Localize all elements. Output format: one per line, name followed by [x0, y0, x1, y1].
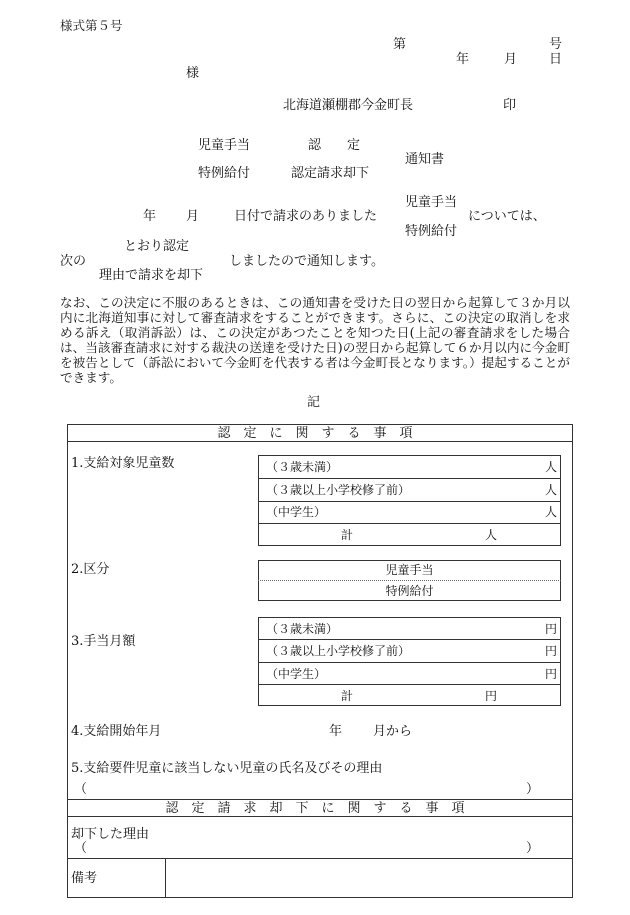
start-month: 月から [373, 724, 413, 739]
divider [165, 858, 166, 898]
body-year: 年 [143, 209, 157, 224]
form-number: 様式第５号 [60, 18, 123, 33]
section-header-approval: 認 定 に 関 す る 事 項 [217, 426, 413, 441]
title-approval: 認 定 [308, 138, 361, 153]
count-row-unit: 人 [545, 483, 558, 497]
item5-paren-close: ） [526, 782, 540, 797]
option-rejected: 理由で請求を却下 [99, 268, 204, 283]
rejection-reason-label: 却下した理由 [71, 827, 150, 842]
body-child-allowance: 児童手当 [405, 195, 458, 210]
count-row-label: （３歳以上小学校修了前） [266, 483, 411, 497]
divider [67, 858, 573, 859]
item3-label: 3.手当月額 [71, 634, 136, 649]
count-row-unit: 人 [545, 460, 558, 474]
date-year: 年 [456, 52, 470, 67]
divider [258, 662, 561, 663]
amount-row-unit: 円 [545, 622, 558, 636]
body-special-benefit: 特例給付 [405, 224, 458, 239]
category-special-benefit: 特例給付 [385, 584, 434, 598]
amount-row-label: （中学生） [266, 667, 327, 681]
amount-row-label: （３歳未満） [266, 622, 339, 636]
remarks-label: 備考 [71, 871, 98, 886]
body-about: については、 [468, 209, 546, 224]
body-next: 次の [60, 254, 87, 269]
option-approved: とおり認定 [124, 239, 190, 254]
title-child-allowance: 児童手当 [198, 138, 251, 153]
divider [258, 523, 561, 524]
rejection-paren-open: （ [74, 841, 88, 856]
amount-total-label: 計 [341, 689, 354, 703]
title-notice: 通知書 [405, 152, 445, 167]
title-special-benefit: 特例給付 [198, 166, 251, 181]
appeal-paragraph: なお、この決定に不服のあるときは、この通知書を受けた日の翌日から起算して３か月以内に北海道知事に対して審査請求をすることができます。さらに、この決定の取消しを求める訴え（取消訴訟）は、この決定があつたことを知つた日(上記の審査請求をした場合は、当該審査請求に対する裁決の送達を受けた日)の翌日から起算して６か月以内に今金町を被告として（訴訟において今金町を代表する者は今金町長となります。）提起することができます。 [60, 295, 570, 385]
amount-row-unit: 円 [545, 644, 558, 658]
body-date-suffix: 日付で請求のありました [234, 209, 378, 224]
count-row-label: （中学生） [266, 505, 327, 519]
divider [67, 816, 573, 817]
rejection-paren-close: ） [526, 841, 540, 856]
amount-row-unit: 円 [545, 667, 558, 681]
title-rejection: 認定請求却下 [291, 166, 370, 181]
divider [67, 441, 573, 442]
divider [67, 799, 573, 800]
divider [258, 478, 561, 479]
date-day: 日 [549, 52, 563, 67]
body-month: 月 [186, 209, 200, 224]
count-row-label: （３歳未満） [266, 460, 339, 474]
item5-paren-open: （ [74, 782, 88, 797]
amount-row-label: （３歳以上小学校修了前） [266, 644, 411, 658]
seal-mark: 印 [503, 98, 517, 113]
issuer-name: 北海道瀬棚郡今金町長 [283, 98, 414, 113]
date-month: 月 [504, 52, 518, 67]
count-total-unit: 人 [485, 528, 498, 542]
item1-label: 1.支給対象児童数 [71, 456, 175, 471]
item2-label: 2.区分 [71, 562, 110, 577]
recipient-honorific: 様 [186, 66, 200, 81]
amount-total-unit: 円 [485, 689, 498, 703]
divider [258, 639, 561, 640]
count-row-unit: 人 [545, 505, 558, 519]
category-child-allowance: 児童手当 [385, 563, 434, 577]
ki-mark: 記 [307, 395, 321, 410]
doc-number-suffix: 号 [549, 37, 563, 52]
start-year: 年 [329, 724, 343, 739]
divider [258, 684, 561, 685]
item4-label: 4.支給開始年月 [71, 724, 162, 739]
section-header-rejection: 認 定 請 求 却 下 に 関 す る 事 項 [165, 801, 465, 816]
count-total-label: 計 [341, 528, 354, 542]
doc-number-prefix: 第 [393, 37, 407, 52]
item5-label: 5.支給要件児童に該当しない児童の氏名及びその理由 [71, 761, 383, 776]
body-notify: しましたので通知します。 [229, 254, 384, 269]
